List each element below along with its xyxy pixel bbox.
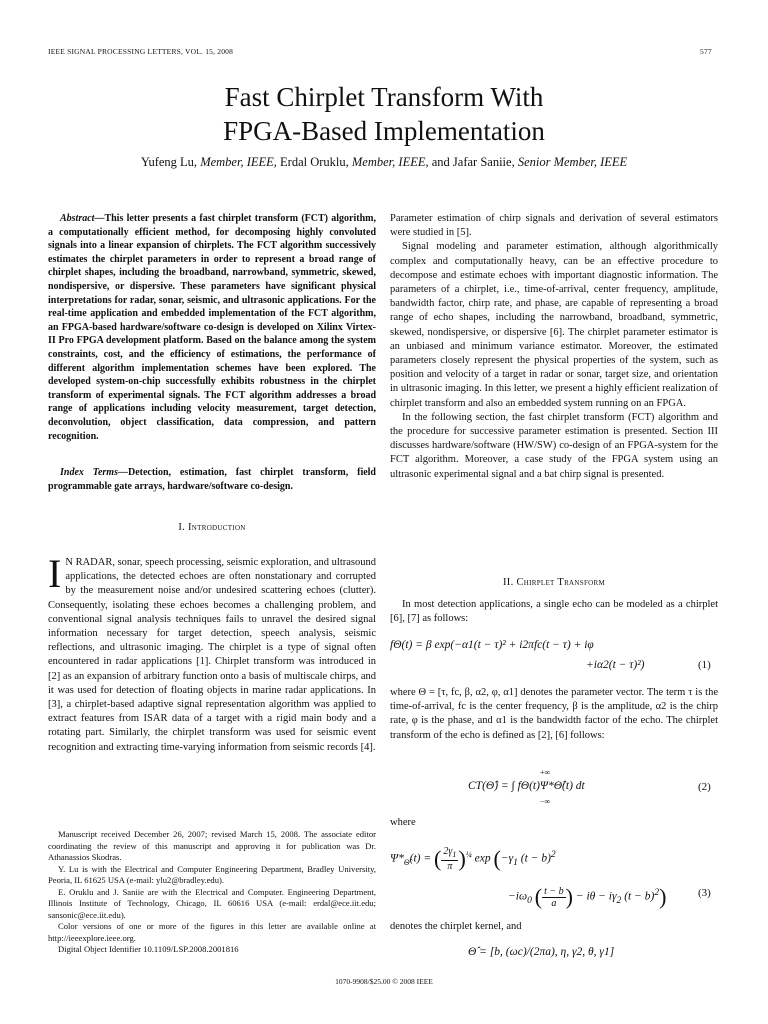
right-column-intro xyxy=(390,212,718,482)
author-3: Jafar Saniie, xyxy=(452,155,515,169)
integral-upper-limit: +∞ xyxy=(540,768,551,777)
author-3-role: Senior Member, IEEE xyxy=(517,155,628,169)
equation-3-number: (3) xyxy=(698,887,711,899)
equation-1-line-1: fΘ(t) = β exp(−α1(t − τ)² + i2πfc(t − τ) + iφ xyxy=(390,639,594,651)
intro-paragraph: N RADAR, sonar, speech processing, seismic exploration, and ultrasound applications, the detected echoes are often nonstationary and corrupted by the measurement noise and/or undesired scattering echoes (clutter). Consequently, isolating these echoes becomes a challenging problem, and conventional signal analysis techniques fails to unravel the desired signal information necessary for target detection, speech analysis, seismic reflections, and ultrasonic imaging. The chirplet is a type of signal often encountered in radar applications [1]. Chirplet transform was introduced in [2] as an expansion of arbitrary function onto a basis of multiscale chirps, and it was used for detection of floating objects in marine radar applications. In [3], a chirplet-based adaptive signal representation algorithm was applied to extract features from ISAR data of a target with a rigid main body and a rotating part. Similarly, the chirplet transform was used for seismic event recognition and extracting time-varying information from seismic records [4]. xyxy=(48,557,376,753)
author-1: Yufeng Lu, xyxy=(140,155,198,169)
footnote-manuscript: Manuscript received December 26, 2007; revised March 15, 2008. The associate editor coordinating the review of this manuscript and approving it for publication was Dr. Athanassios Skodras. xyxy=(48,829,376,862)
footnote-color: Color versions of one or more of the figures in this letter are available online at http://ieeexplore.ieee.org. xyxy=(48,921,376,943)
author-list xyxy=(0,155,768,170)
equation-2-body: CT(Θ̂) = ∫ fΘ(t)Ψ*Θ̂(t) dt xyxy=(468,780,585,792)
right-paragraph-1: Parameter estimation of chirp signals and derivation of several estimators were studied in [5]. xyxy=(390,213,718,239)
abstract-label: Abstract— xyxy=(60,213,105,224)
section-heading-introduction xyxy=(48,522,376,533)
equation-1-line-2: +iα2(t − τ)²) xyxy=(586,659,645,671)
equation-2 xyxy=(468,780,585,792)
index-terms xyxy=(48,466,376,493)
section-heading-chirplet-transform xyxy=(390,577,718,588)
paper-title xyxy=(0,80,768,148)
author-1-role: Member, IEEE, xyxy=(200,155,277,169)
section-2-paragraph-2 xyxy=(390,686,718,743)
parameter-description: where Θ = [τ, fc, β, α2, φ, α1] denotes the parameter vector. The term τ is the time-of-arrival, fc is the center frequency, β is the amplitude, α2 is the chirp rate, φ is the phase, and α1 is the bandwidth factor of the echo. The chirplet transform of the echo is defined as [2], [6] follows: xyxy=(390,687,718,741)
copyright-footer: 1070-9908/$25.00 © 2008 IEEE xyxy=(335,977,433,986)
section-2-paragraph-1: In most detection applications, a single echo can be modeled as a chirplet [6], [7] as follows: xyxy=(390,599,718,625)
section-title: Introduction xyxy=(188,522,246,533)
kernel-text: denotes the chirplet kernel, and xyxy=(390,921,522,932)
equation-3-line-2: $-i\omega_0$ ( $\frac{t - b}{a}$ ) − $i\theta - i\gamma_2$ $(t - b)^2$) xyxy=(508,884,667,909)
right-paragraph-2: Signal modeling and parameter estimation, although algorithmically complex and computationally heavy, can be an effective procedure to decompose and estimate echoes with important diagnostic information. The parameters of a chirplet, i.e., time-of-arrival, center frequency, amplitude, bandwidth factor, chirp rate, and phase, are capable of representing a broad range of echo shapes, including the narrowband, broadband, symmetric, skewed, nondispersive, or dispersive [6]. The chirplet parameter estimator is an unbiased and minimum variance estimator. Moreover, the estimated parameters closely represent the physical properties of the system, such as position and velocity of a target in radar or sonar, target size, and orientation in ultrasonic imaging. In this letter, we present a highly efficient realization of chirplet transform and also an embedded system running on an FPGA. xyxy=(390,241,718,409)
integral-lower-limit: −∞ xyxy=(540,797,551,806)
drop-cap: I xyxy=(48,551,62,596)
equation-2-number: (2) xyxy=(698,781,711,793)
where-text: where xyxy=(390,817,416,828)
equation-1-number: (1) xyxy=(698,659,711,671)
author-2: Erdal Oruklu, xyxy=(280,155,349,169)
footnotes xyxy=(48,829,376,956)
equation-3-line-1: $\Psi*_{\Thetâ}(t)$ = ( $\frac{2\gamma_1}{\pi}$ )$^{\frac{1}{4}}$ $\exp (-\gamma_1$ $(t - b)^2$ xyxy=(390,846,556,872)
where-label xyxy=(390,816,718,830)
page-number: 577 xyxy=(700,47,712,56)
abstract-text: This letter presents a fast chirplet transform (FCT) algorithm, a computationally efficient method, for decomposing highly convoluted signals into a linear expansion of chirplets. The FCT algorithm successively estimates the chirplet parameters in order to represent a broad range of chirplet shapes, including the broadband, narrowband, symmetric, skewed, nondispersive, or dispersive. These parameters have significant physical interpretations for radar, sonar, seismic, and ultrasonic applications. For the real-time application and embedded implementation of the FCT algorithm, an FPGA-based hardware/software co-design is developed on Xilinx Virtex-II Pro FPGA development platform. Based on the balance among the system constraints, cost, and the efficiency of estimations, the performance of different algorithm implementation schemes have been explored. The developed system-on-chip successfully exhibits robustness in the chirplet transform of experimental signals. The FCT algorithm addresses a broad range of applications including velocity measurement, target detection, deconvolution, object classification, data compression, and pattern recognition. xyxy=(48,213,376,442)
running-header-journal: IEEE SIGNAL PROCESSING LETTERS, VOL. 15, 2008 xyxy=(48,47,234,56)
footnote-doi: Digital Object Identifier 10.1109/LSP.2008.2001816 xyxy=(58,944,239,954)
index-terms-label: Index Terms— xyxy=(60,467,128,478)
footnote-author-1: Y. Lu is with the Electrical and Computer Engineering Department, Bradley University, Peoria, IL 61625 USA (e-mail: ylu2@bradley.edu). xyxy=(48,863,376,885)
title-line-2: FPGA-Based Implementation xyxy=(223,116,545,146)
footnote-authors-2-3: E. Oruklu and J. Saniie are with the Electrical and Computer. Engineering Department, Illinois Institute of Technology, Chicago, IL 60616 USA (e-mail: erdal@ece.iit.edu; sansonic@ece.iit.edu). xyxy=(48,886,376,920)
section-title: Chirplet Transform xyxy=(516,577,605,588)
index-terms-text: Detection, estimation, fast chirplet transform, field programmable gate arrays, hardware/software co-design. xyxy=(48,467,376,492)
abstract xyxy=(48,212,376,443)
author-and: and xyxy=(431,155,450,169)
introduction-body xyxy=(48,551,376,755)
title-line-1: Fast Chirplet Transform With xyxy=(224,82,544,112)
section-2-intro xyxy=(390,598,718,626)
right-paragraph-3: In the following section, the fast chirplet transform (FCT) algorithm and the procedure for successive parameter estimation is presented. Section III discusses hardware/software (HW/SW) co-design of an FPGA-system for the FCT algorithm. Moreover, a case study of the FPGA system using an ultrasonic experimental signal and a bat chirp signal is presented. xyxy=(390,411,718,480)
kernel-sentence xyxy=(390,920,718,934)
section-number: I. xyxy=(178,522,186,533)
equation-4: Θ̂ = [b, (ωc)/(2πa), η, γ2, θ, γ1] xyxy=(468,946,615,958)
author-2-role: Member, IEEE, xyxy=(351,155,429,169)
section-number: II. xyxy=(502,577,514,588)
